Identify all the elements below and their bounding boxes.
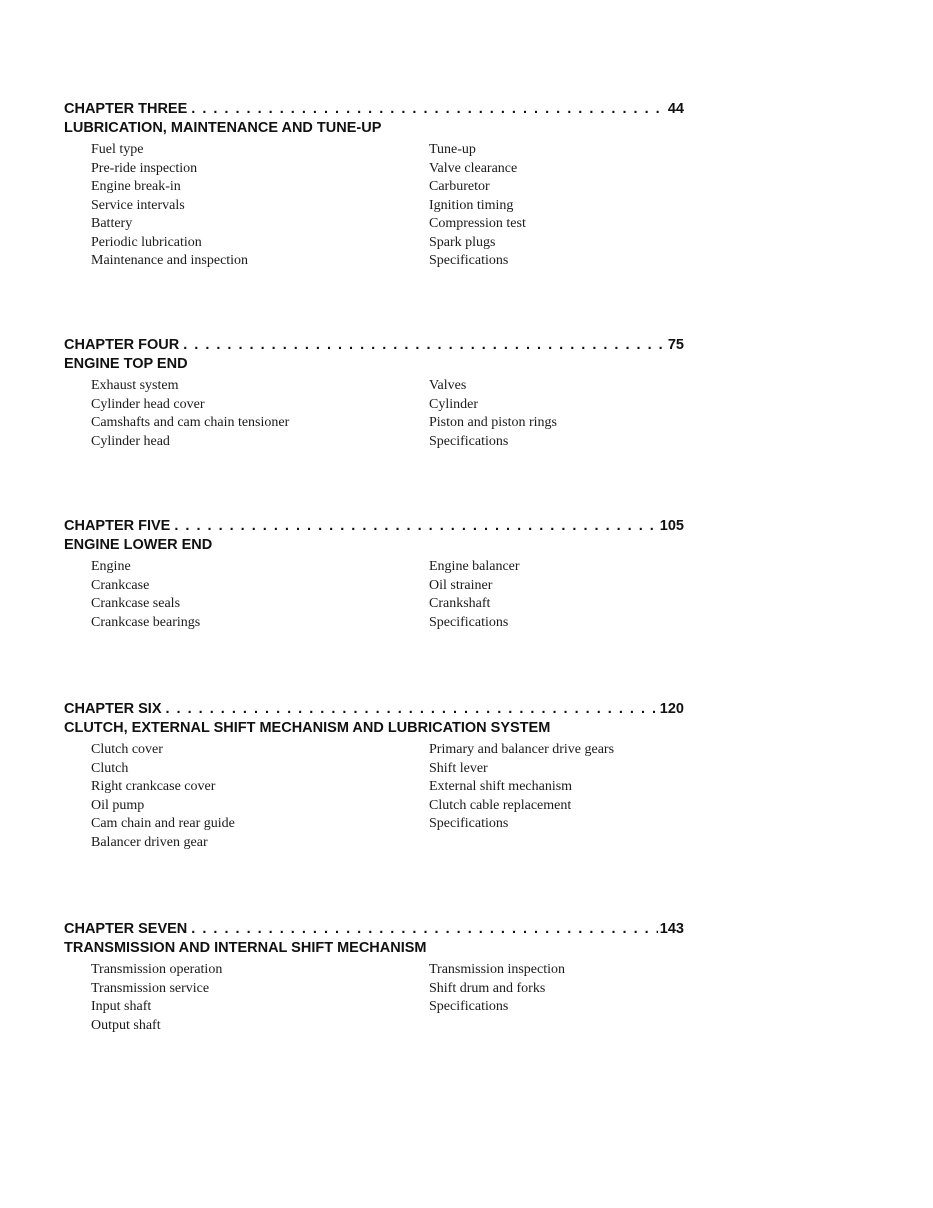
topic-item: Cylinder xyxy=(429,396,478,412)
topic-list xyxy=(64,558,684,634)
topic-item: Specifications xyxy=(429,999,509,1014)
topic-item: Right crankcase cover xyxy=(91,779,216,794)
chapter-heading-line xyxy=(64,336,684,355)
topic-item: Spark plugs xyxy=(429,234,496,250)
chapter-label: CHAPTER SEVEN xyxy=(64,921,188,937)
chapter-heading-line xyxy=(64,100,684,119)
chapter-subtitle: CLUTCH, EXTERNAL SHIFT MECHANISM AND LUBRICATION SYSTEM xyxy=(64,720,551,736)
topic-item: Camshafts and cam chain tensioner xyxy=(91,415,290,430)
topic-item: Engine break-in xyxy=(91,179,181,194)
leader-dots xyxy=(174,517,657,536)
topic-item: Transmission service xyxy=(91,980,210,996)
topic-item: External shift mechanism xyxy=(429,779,573,794)
topic-list xyxy=(64,377,684,453)
chapter-five xyxy=(64,517,684,634)
topic-item: Cylinder head xyxy=(91,433,170,449)
chapter-page-number: 44 xyxy=(667,101,684,117)
topic-item: Piston and piston rings xyxy=(429,415,557,430)
leader-dots xyxy=(191,920,658,939)
topic-item: Carburetor xyxy=(429,179,490,194)
topic-item: Crankcase xyxy=(91,577,150,593)
topic-item: Transmission operation xyxy=(91,962,223,977)
topic-item: Battery xyxy=(91,216,133,231)
topic-item: Cylinder head cover xyxy=(91,396,205,412)
chapter-heading-line xyxy=(64,700,684,719)
chapter-four xyxy=(64,336,684,453)
topic-item: Ignition timing xyxy=(429,197,514,213)
leader-dots xyxy=(166,700,658,719)
topic-column-right xyxy=(429,741,614,834)
topic-item: Service intervals xyxy=(91,197,185,213)
topic-item: Clutch cover xyxy=(91,742,163,757)
chapter-six xyxy=(64,700,684,853)
topic-item: Shift lever xyxy=(429,760,488,776)
topic-item: Specifications xyxy=(429,433,509,449)
chapter-subtitle: TRANSMISSION AND INTERNAL SHIFT MECHANISM xyxy=(64,940,427,956)
topic-item: Cam chain and rear guide xyxy=(91,816,235,831)
topic-item: Clutch cable replacement xyxy=(429,797,572,813)
topic-column-right xyxy=(429,961,565,1017)
chapter-page-number: 105 xyxy=(659,518,684,534)
topic-column-left xyxy=(91,141,248,271)
topic-item: Input shaft xyxy=(91,999,152,1014)
chapter-subtitle: ENGINE TOP END xyxy=(64,356,188,372)
topic-item: Specifications xyxy=(429,614,509,630)
chapter-heading-line xyxy=(64,920,684,939)
topic-column-left xyxy=(91,961,222,1035)
chapter-label: CHAPTER FIVE xyxy=(64,518,171,534)
topic-column-right xyxy=(429,558,520,632)
topic-item: Specifications xyxy=(429,816,509,831)
chapter-page-number: 143 xyxy=(659,921,684,937)
topic-item: Fuel type xyxy=(91,142,144,157)
topic-item: Balancer driven gear xyxy=(91,834,208,850)
topic-item: Exhaust system xyxy=(91,378,179,393)
topic-list xyxy=(64,141,684,271)
chapter-heading-line xyxy=(64,517,684,536)
topic-item: Periodic lubrication xyxy=(91,234,202,250)
topic-column-left xyxy=(91,377,289,451)
topic-item: Oil pump xyxy=(91,797,145,813)
chapter-label: CHAPTER FOUR xyxy=(64,337,180,353)
chapter-three xyxy=(64,100,684,271)
chapter-subtitle: ENGINE LOWER END xyxy=(64,537,213,553)
topic-item: Valve clearance xyxy=(429,160,518,176)
topic-item: Specifications xyxy=(429,253,509,268)
topic-column-left xyxy=(91,558,200,632)
topic-item: Crankcase seals xyxy=(91,596,181,611)
topic-item: Valves xyxy=(429,378,467,393)
topic-column-right xyxy=(429,377,557,451)
topic-item: Crankcase bearings xyxy=(91,614,201,630)
chapter-subtitle: LUBRICATION, MAINTENANCE AND TUNE-UP xyxy=(64,120,382,136)
topic-item: Output shaft xyxy=(91,1017,161,1033)
topic-item: Maintenance and inspection xyxy=(91,253,249,268)
topic-item: Tune-up xyxy=(429,142,476,157)
topic-item: Engine xyxy=(91,559,131,574)
topic-item: Pre-ride inspection xyxy=(91,160,198,176)
topic-column-left xyxy=(91,741,235,852)
topic-item: Engine balancer xyxy=(429,559,520,574)
chapter-page-number: 120 xyxy=(659,701,684,717)
topic-item: Primary and balancer drive gears xyxy=(429,742,615,757)
topic-list xyxy=(64,741,684,853)
chapter-label: CHAPTER SIX xyxy=(64,701,162,717)
chapter-seven xyxy=(64,920,684,1037)
leader-dots xyxy=(191,100,666,119)
topic-item: Compression test xyxy=(429,216,526,231)
leader-dots xyxy=(183,336,666,355)
topic-item: Clutch xyxy=(91,760,129,776)
topic-item: Transmission inspection xyxy=(429,962,565,977)
chapter-label: CHAPTER THREE xyxy=(64,101,188,117)
topic-item: Oil strainer xyxy=(429,577,493,593)
topic-item: Shift drum and forks xyxy=(429,980,546,996)
topic-list xyxy=(64,961,684,1037)
chapter-page-number: 75 xyxy=(667,337,684,353)
topic-column-right xyxy=(429,141,526,271)
topic-item: Crankshaft xyxy=(429,596,491,611)
